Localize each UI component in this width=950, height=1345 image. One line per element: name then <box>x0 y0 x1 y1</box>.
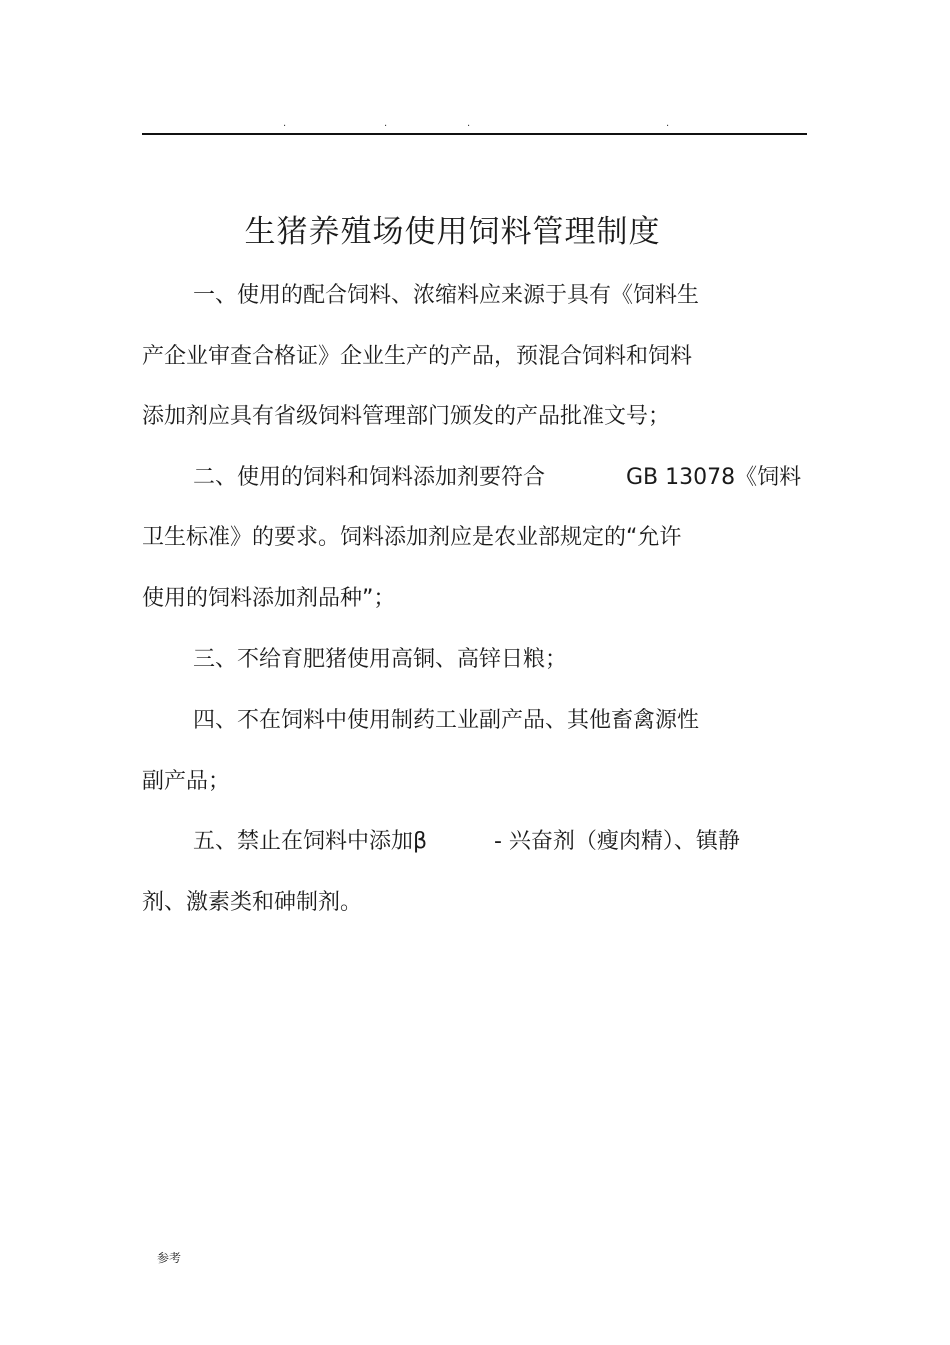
paragraph-4-line-1: 四、不在饲料中使用制药工业副产品、其他畜禽源性 <box>193 708 700 733</box>
header-rule <box>142 133 807 135</box>
paragraph-2-line-3: 使用的饲料添加剂品种”； <box>142 586 396 611</box>
paragraph-4-line-2: 副产品； <box>142 769 231 794</box>
document-title: 生猪养殖场使用饲料管理制度 <box>244 214 661 250</box>
paragraph-2-standard-ref: GB 13078《饲料 <box>626 465 802 490</box>
paragraph-5-line-2: 剂、激素类和砷制剂。 <box>142 890 363 915</box>
footer-note: 参考 <box>157 1251 182 1265</box>
paragraph-5-line-1-cont: - 兴奋剂（瘦肉精）、镇静 <box>494 829 740 854</box>
paragraph-2-line-1: 二、使用的饲料和饲料添加剂要符合 <box>193 465 546 490</box>
paragraph-1-line-3: 添加剂应具有省级饲料管理部门颁发的产品批准文号； <box>142 404 671 429</box>
header-dot: . <box>283 118 287 129</box>
paragraph-5-line-1: 五、禁止在饲料中添加β <box>193 829 428 854</box>
paragraph-2-line-2: 卫生标准》的要求。饲料添加剂应是农业部规定的“允许 <box>142 525 682 550</box>
paragraph-1-line-2: 产企业审查合格证》企业生产的产品，预混合饲料和饲料 <box>142 344 693 369</box>
header-dot: . <box>467 118 471 129</box>
header-dot: . <box>666 118 670 129</box>
header-dot: . <box>384 118 388 129</box>
paragraph-1-line-1: 一、使用的配合饲料、浓缩料应来源于具有《饲料生 <box>193 283 700 308</box>
paragraph-3-line-1: 三、不给育肥猪使用高铜、高锌日粮； <box>193 647 568 672</box>
